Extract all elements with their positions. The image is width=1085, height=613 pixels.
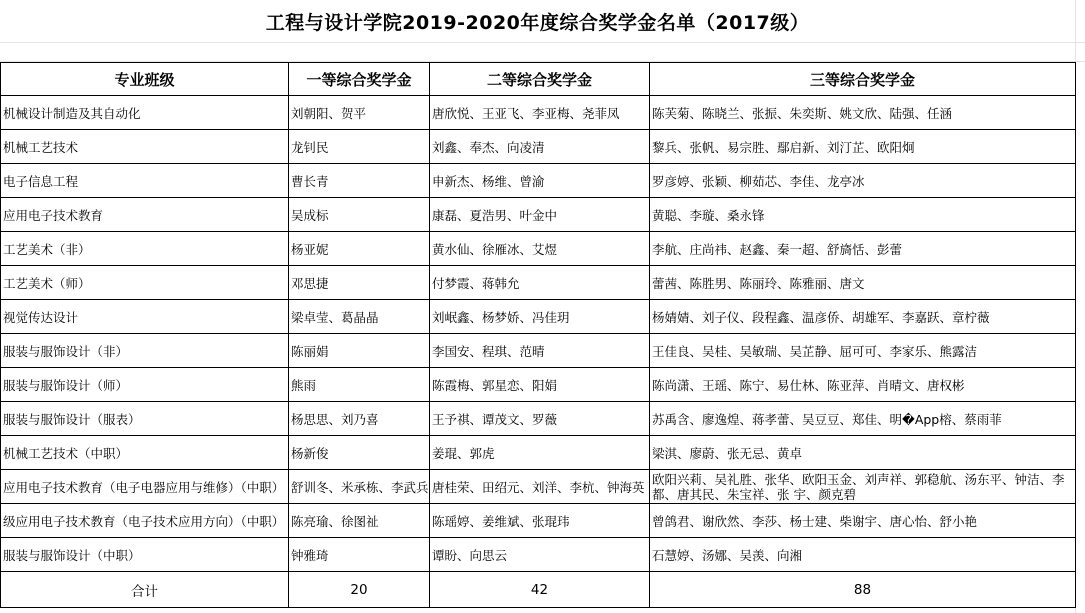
header-major[interactable]: 专业班级 — [1, 63, 289, 96]
first-class-cell[interactable]: 杨亚妮 — [289, 232, 430, 266]
third-class-cell[interactable]: 曾鸽君、谢欣然、李莎、杨士建、柴谢宇、唐心怡、舒小艳 — [650, 504, 1076, 538]
major-cell[interactable]: 服装与服饰设计（师） — [1, 368, 289, 402]
table-row — [1, 164, 1076, 198]
first-class-cell[interactable]: 陈亮瑜、徐图祉 — [289, 504, 430, 538]
third-class-cell[interactable]: 陈尚潇、王瑶、陈宁、易仕林、陈亚萍、肖晴文、唐权彬 — [650, 368, 1076, 402]
table-row — [1, 402, 1076, 436]
total-second-class-cell[interactable]: 42 — [430, 572, 650, 608]
total-row — [1, 572, 1076, 608]
first-class-cell[interactable]: 龙钊民 — [289, 130, 430, 164]
first-class-cell[interactable]: 邓思捷 — [289, 266, 430, 300]
second-class-cell[interactable]: 康磊、夏浩男、叶金中 — [430, 198, 650, 232]
second-class-cell[interactable]: 谭盼、向思云 — [430, 538, 650, 572]
table-row — [1, 334, 1076, 368]
first-class-cell[interactable]: 梁卓莹、葛晶晶 — [289, 300, 430, 334]
header-first-class[interactable]: 一等综合奖学金 — [289, 63, 430, 96]
table-header-row — [1, 63, 1076, 96]
first-class-cell[interactable]: 杨思思、刘乃喜 — [289, 402, 430, 436]
table-row — [1, 232, 1076, 266]
third-class-cell[interactable]: 黄聪、李璇、桑永锋 — [650, 198, 1076, 232]
table-row — [1, 96, 1076, 130]
third-class-cell[interactable]: 杨婧婧、刘子仪、段程鑫、温彦侨、胡雄军、李嘉跃、章柠薇 — [650, 300, 1076, 334]
third-class-cell[interactable]: 石慧婷、汤娜、吴羡、向湘 — [650, 538, 1076, 572]
major-cell[interactable]: 服装与服饰设计（中职） — [1, 538, 289, 572]
first-class-cell[interactable]: 杨新俊 — [289, 436, 430, 470]
major-cell[interactable]: 服装与服饰设计（非） — [1, 334, 289, 368]
total-first-class-cell[interactable]: 20 — [289, 572, 430, 608]
second-class-cell[interactable]: 唐桂荣、田绍元、刘洋、李杭、钟海英 — [430, 470, 650, 504]
first-class-cell[interactable]: 舒训冬、米承栋、李武兵 — [289, 470, 430, 504]
major-cell[interactable]: 视觉传达设计 — [1, 300, 289, 334]
second-class-cell[interactable]: 黄水仙、徐雁冰、艾煜 — [430, 232, 650, 266]
major-cell[interactable]: 级应用电子技术教育（电子技术应用方向）（中职） — [1, 504, 289, 538]
major-cell[interactable]: 应用电子技术教育（电子电器应用与维修）（中职） — [1, 470, 289, 504]
table-row — [1, 504, 1076, 538]
major-cell[interactable]: 电子信息工程 — [1, 164, 289, 198]
sheet-title: 工程与设计学院2019-2020年度综合奖学金名单（2017级） — [265, 11, 810, 34]
first-class-cell[interactable]: 曹长青 — [289, 164, 430, 198]
header-third-class[interactable]: 三等综合奖学金 — [650, 63, 1076, 96]
second-class-cell[interactable]: 王予祺、谭茂文、罗薇 — [430, 402, 650, 436]
major-cell[interactable]: 机械工艺技术（中职） — [1, 436, 289, 470]
second-class-cell[interactable]: 姜琨、郭虎 — [430, 436, 650, 470]
second-class-cell[interactable]: 刘鑫、奉杰、向凌清 — [430, 130, 650, 164]
third-class-cell[interactable]: 李航、庄尚祎、赵鑫、秦一超、舒旖恬、彭蕾 — [650, 232, 1076, 266]
major-cell[interactable]: 工艺美术（师） — [1, 266, 289, 300]
total-third-class-cell[interactable]: 88 — [650, 572, 1076, 608]
first-class-cell[interactable]: 刘朝阳、贺平 — [289, 96, 430, 130]
table-row — [1, 538, 1076, 572]
second-class-cell[interactable]: 陈霞梅、郭星恋、阳娟 — [430, 368, 650, 402]
third-class-cell[interactable]: 欧阳兴莉、吴礼胜、张华、欧阳玉金、刘声祥、郭稳航、汤东平、钟洁、李都、唐其民、朱宝祥、张 宇、颜克碧 — [650, 470, 1076, 504]
second-class-cell[interactable]: 申新杰、杨维、曾渝 — [430, 164, 650, 198]
first-class-cell[interactable]: 陈丽娟 — [289, 334, 430, 368]
third-class-cell[interactable]: 苏禹含、廖逸煌、蒋孝蕾、吴豆豆、郑佳、明�App榕、蔡雨菲 — [650, 402, 1076, 436]
table-row — [1, 368, 1076, 402]
table-row — [1, 266, 1076, 300]
third-class-cell[interactable]: 陈芙菊、陈晓兰、张振、朱奕斯、姚文欣、陆强、任涵 — [650, 96, 1076, 130]
third-class-cell[interactable]: 罗彦婷、张颖、柳茹芯、李佳、龙亭冰 — [650, 164, 1076, 198]
second-class-cell[interactable]: 李国安、程琪、范晴 — [430, 334, 650, 368]
total-label-cell[interactable]: 合计 — [1, 572, 289, 608]
major-cell[interactable]: 服装与服饰设计（服表） — [1, 402, 289, 436]
second-class-cell[interactable]: 陈瑶婷、姜维斌、张琨玮 — [430, 504, 650, 538]
second-class-cell[interactable]: 刘岷鑫、杨梦娇、冯佳玥 — [430, 300, 650, 334]
major-cell[interactable]: 工艺美术（非） — [1, 232, 289, 266]
second-class-cell[interactable]: 唐欣悦、王亚飞、李亚梅、尧菲凤 — [430, 96, 650, 130]
major-cell[interactable]: 应用电子技术教育 — [1, 198, 289, 232]
header-second-class[interactable]: 二等综合奖学金 — [430, 63, 650, 96]
first-class-cell[interactable]: 熊雨 — [289, 368, 430, 402]
third-class-cell[interactable]: 梁淇、廖蔚、张无忌、黄卓 — [650, 436, 1076, 470]
third-class-cell[interactable]: 黎兵、张帆、易宗胜、鄢启新、刘汀芷、欧阳炯 — [650, 130, 1076, 164]
gridline — [0, 42, 1085, 43]
second-class-cell[interactable]: 付梦霞、蒋韩允 — [430, 266, 650, 300]
table-row — [1, 436, 1076, 470]
table-row — [1, 130, 1076, 164]
major-cell[interactable]: 机械设计制造及其自动化 — [1, 96, 289, 130]
table-row — [1, 198, 1076, 232]
scholarship-table — [0, 62, 1076, 608]
third-class-cell[interactable]: 蕾茜、陈胜男、陈丽玲、陈雅丽、唐文 — [650, 266, 1076, 300]
first-class-cell[interactable]: 钟雅琦 — [289, 538, 430, 572]
major-cell[interactable]: 机械工艺技术 — [1, 130, 289, 164]
table-row — [1, 300, 1076, 334]
table-row — [1, 470, 1076, 504]
third-class-cell[interactable]: 王佳良、吴桂、吴敏瑞、吴芷静、屈可可、李家乐、熊露洁 — [650, 334, 1076, 368]
first-class-cell[interactable]: 吴成标 — [289, 198, 430, 232]
